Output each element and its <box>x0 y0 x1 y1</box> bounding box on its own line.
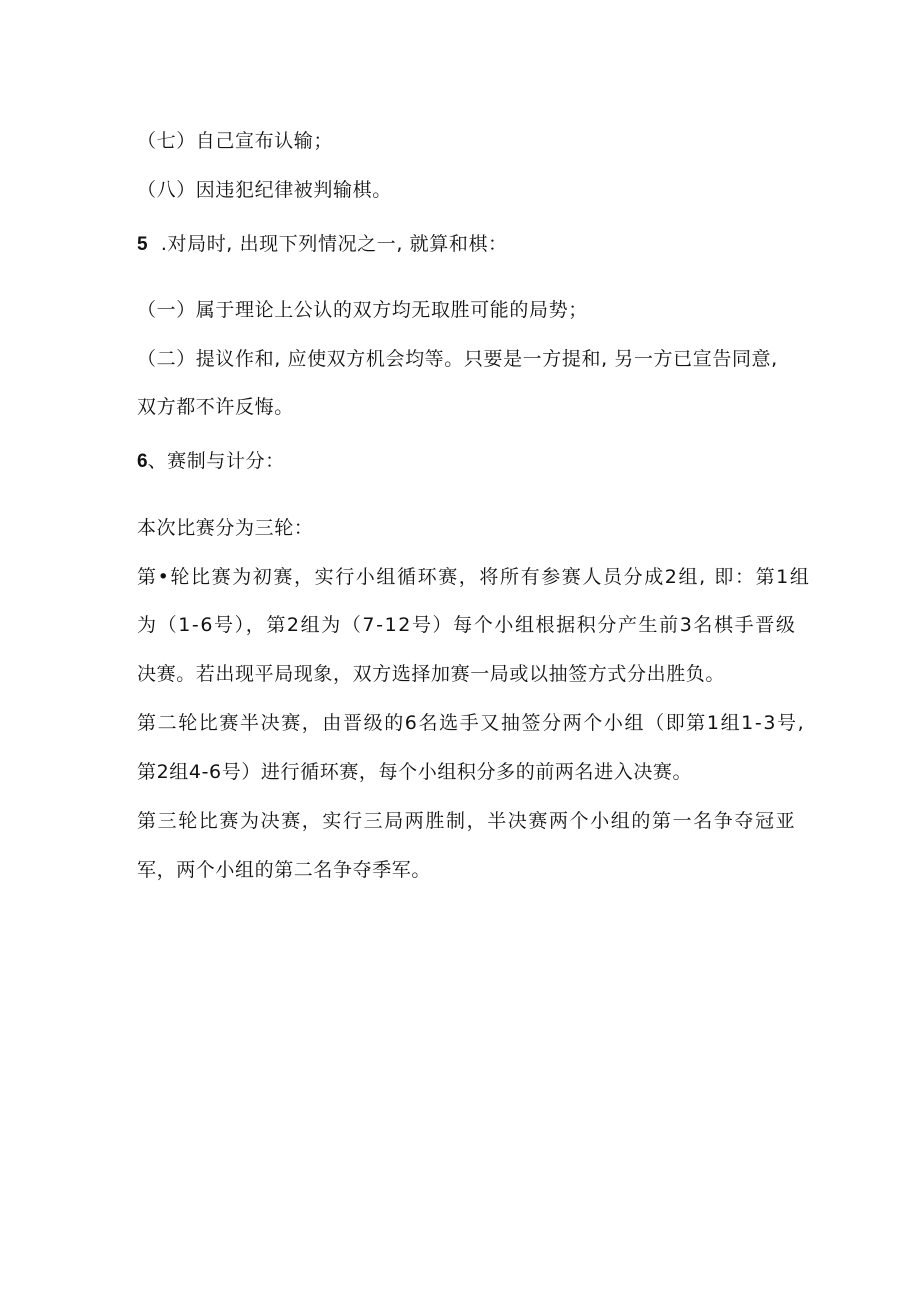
round-1-line-3: 决赛。若出现平局现象，双方选择加赛一局或以抽签方式分出胜负。 <box>137 663 726 685</box>
round-3-line-1: 第三轮比赛为决赛，实行三局两胜制，半决赛两个小组的第一名争夺冠亚 <box>137 810 797 832</box>
section-6-heading-text: 、赛制与计分： <box>147 450 285 472</box>
round-1-line-1: 第•轮比赛为初赛，实行小组循环赛，将所有参赛人员分成2组, 即：第1组 <box>137 566 811 588</box>
section-5-heading-text: .对局时, 出现下列情况之一, 就算和棋： <box>160 233 508 255</box>
round-3-line-2: 军，两个小组的第二名争夺季军。 <box>137 859 432 881</box>
draw-item-2-line-2: 双方都不许反悔。 <box>137 396 294 418</box>
rule-item-8: （八）因违犯纪律被判输棋。 <box>137 179 392 201</box>
draw-item-1: （一）属于理论上公认的双方均无取胜可能的局势； <box>137 299 588 321</box>
section-6-number: 6 <box>137 451 148 472</box>
rule-item-7: （七）自己宣布认输； <box>137 130 334 152</box>
section-5-number: 5 <box>137 234 148 255</box>
round-2-line-1: 第二轮比赛半决赛，由晋级的6名选手又抽签分两个小组（即第1组1-3号, <box>137 712 806 734</box>
draw-item-2-line-1: （二）提议作和, 应使双方机会均等。只要是一方提和, 另一方已宣告同意, <box>137 348 778 370</box>
round-1-line-2: 为（1-6号），第2组为（7-12号）每个小组根据积分产生前3名棋手晋级 <box>137 614 797 636</box>
format-intro: 本次比赛分为三轮： <box>137 517 314 539</box>
section-5-heading <box>137 231 797 258</box>
section-6-heading <box>137 448 797 475</box>
round-2-line-2: 第2组4-6号）进行循环赛，每个小组积分多的前两名进入决赛。 <box>137 761 693 783</box>
